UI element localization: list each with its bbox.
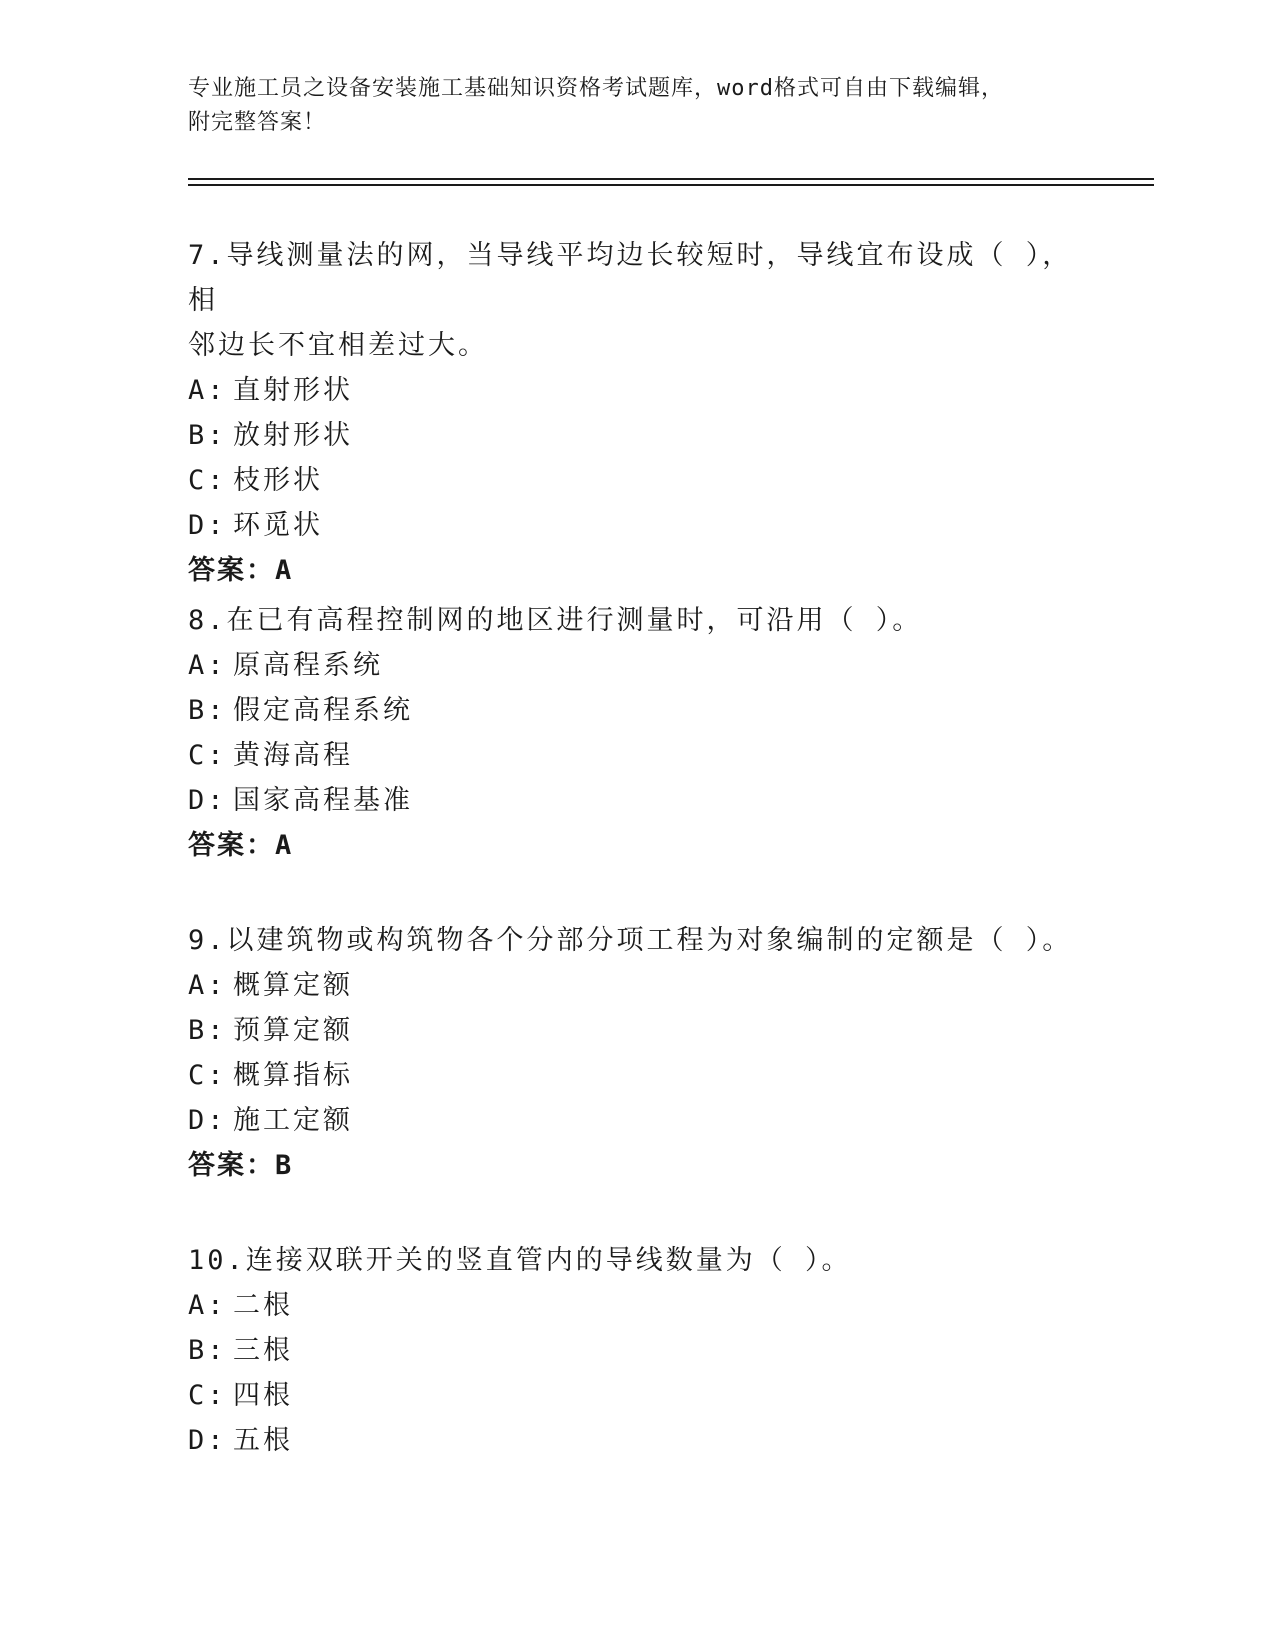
header-line-2: 附完整答案！ bbox=[188, 110, 327, 135]
option-b bbox=[188, 1008, 1088, 1053]
option-d bbox=[188, 1418, 1088, 1463]
option-letter: D: bbox=[188, 1425, 227, 1456]
option-a bbox=[188, 368, 1088, 413]
option-d bbox=[188, 778, 1088, 823]
option-letter: A: bbox=[188, 970, 227, 1001]
option-c bbox=[188, 458, 1088, 503]
question-10 bbox=[188, 1238, 1088, 1463]
option-text: 概算指标 bbox=[233, 1060, 353, 1091]
question-stem: 7.导线测量法的网，当导线平均边长较短时，导线宜布设成（ ），相 bbox=[188, 240, 1073, 316]
question-8 bbox=[188, 598, 1088, 868]
answer-line: 答案：B bbox=[188, 1150, 294, 1181]
option-c bbox=[188, 1373, 1088, 1418]
option-a bbox=[188, 643, 1088, 688]
option-letter: A: bbox=[188, 650, 227, 681]
option-letter: C: bbox=[188, 465, 227, 496]
option-c bbox=[188, 1053, 1088, 1098]
option-text: 黄海高程 bbox=[233, 740, 353, 771]
option-letter: C: bbox=[188, 1380, 227, 1411]
option-b bbox=[188, 413, 1088, 458]
option-letter: A: bbox=[188, 1290, 227, 1321]
question-stem-continued: 邻边长不宜相差过大。 bbox=[188, 330, 488, 361]
option-text: 概算定额 bbox=[233, 970, 353, 1001]
option-letter: D: bbox=[188, 785, 227, 816]
option-text: 环觅状 bbox=[233, 510, 323, 541]
option-a bbox=[188, 963, 1088, 1008]
option-text: 放射形状 bbox=[233, 420, 353, 451]
answer-line: 答案：A bbox=[188, 555, 294, 586]
option-letter: A: bbox=[188, 375, 227, 406]
option-text: 预算定额 bbox=[233, 1015, 353, 1046]
option-letter: B: bbox=[188, 1335, 227, 1366]
option-b bbox=[188, 688, 1088, 733]
option-a bbox=[188, 1283, 1088, 1328]
option-letter: D: bbox=[188, 1105, 227, 1136]
option-text: 施工定额 bbox=[233, 1105, 353, 1136]
option-text: 国家高程基准 bbox=[233, 785, 413, 816]
option-text: 假定高程系统 bbox=[233, 695, 413, 726]
option-text: 四根 bbox=[233, 1380, 293, 1411]
option-letter: C: bbox=[188, 1060, 227, 1091]
header-divider-bottom bbox=[188, 184, 1154, 186]
question-stem: 10.连接双联开关的竖直管内的导线数量为（ ）。 bbox=[188, 1245, 852, 1276]
question-stem: 8.在已有高程控制网的地区进行测量时，可沿用（ ）。 bbox=[188, 605, 923, 636]
document-header bbox=[188, 72, 1088, 140]
header-line-1: 专业施工员之设备安装施工基础知识资格考试题库，word格式可自由下载编辑， bbox=[188, 76, 1004, 101]
answer-line: 答案：A bbox=[188, 830, 294, 861]
option-text: 直射形状 bbox=[233, 375, 353, 406]
option-letter: B: bbox=[188, 420, 227, 451]
question-stem: 9.以建筑物或构筑物各个分部分项工程为对象编制的定额是（ ）。 bbox=[188, 925, 1073, 956]
header-divider-top bbox=[188, 178, 1154, 180]
option-letter: B: bbox=[188, 1015, 227, 1046]
question-9 bbox=[188, 918, 1088, 1188]
option-text: 枝形状 bbox=[233, 465, 323, 496]
question-7 bbox=[188, 233, 1088, 593]
option-letter: B: bbox=[188, 695, 227, 726]
option-text: 五根 bbox=[233, 1425, 293, 1456]
option-text: 原高程系统 bbox=[233, 650, 383, 681]
option-b bbox=[188, 1328, 1088, 1373]
option-d bbox=[188, 1098, 1088, 1143]
option-text: 二根 bbox=[233, 1290, 293, 1321]
option-text: 三根 bbox=[233, 1335, 293, 1366]
option-d bbox=[188, 503, 1088, 548]
option-letter: C: bbox=[188, 740, 227, 771]
option-c bbox=[188, 733, 1088, 778]
option-letter: D: bbox=[188, 510, 227, 541]
